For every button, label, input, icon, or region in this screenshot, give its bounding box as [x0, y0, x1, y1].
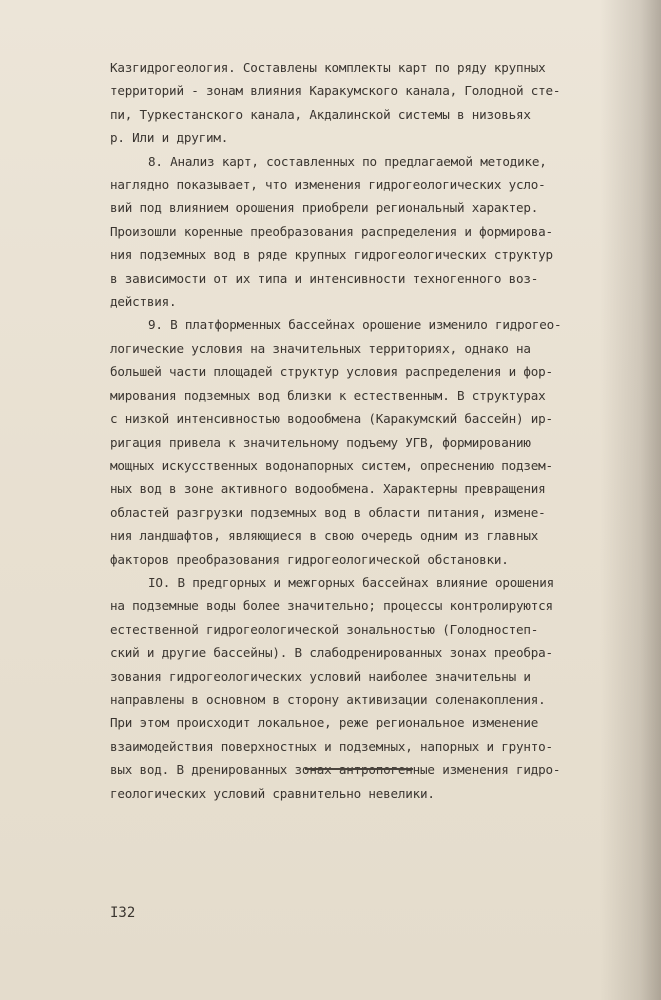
text-line: естественной гидрогеологической зональностью (Голодностеп-: [110, 621, 539, 637]
text-line: пи, Туркестанского канала, Акдалинской системы в низовьях: [110, 106, 531, 122]
text-line: наглядно показывает, что изменения гидрогеологических усло-: [110, 177, 546, 193]
text-line: мощных искусственных водонапорных систем, опреснению подзем-: [110, 457, 553, 473]
text-line: ригация привела к значительному подъему УГВ, формированию: [110, 434, 531, 450]
text-line: При этом происходит локальное, реже региональное изменение: [110, 715, 539, 731]
text-line: ных вод в зоне активного водообмена. Характерны превращения: [110, 481, 546, 497]
text-line: территорий - зонам влияния Каракумского канала, Голодной сте-: [110, 83, 561, 99]
text-line: вий под влиянием орошения приобрели региональный характер.: [110, 200, 539, 216]
paragraph-8-start: 8. Анализ карт, составленных по предлагаемой методике,: [148, 153, 547, 169]
page-number: I32: [110, 905, 136, 921]
text-line: Произошли коренные преобразования распределения и формирова-: [110, 223, 553, 239]
text-line: Казгидрогеология. Составлены комплекты карт по ряду крупных: [110, 60, 546, 75]
text-line: на подземные воды более значительно; процессы контролируются: [110, 598, 553, 614]
paragraph-10-start: IO. В предгорных и межгорных бассейнах влияние орошения: [148, 574, 555, 590]
text-line: логические условия на значительных территориях, однако на: [110, 340, 531, 356]
text-line: геологических условий сравнительно невелики.: [110, 785, 435, 801]
body-text: [110, 56, 650, 805]
text-line: ский и другие бассейны). В слабодренированных зонах преобра-: [110, 645, 553, 661]
text-line: в зависимости от их типа и интенсивности техногенного воз-: [110, 270, 539, 286]
text-line: мирования подземных вод близки к естественным. В структурах: [110, 387, 546, 403]
text-line: с низкой интенсивностью водообмена (Каракумский бассейн) ир-: [110, 411, 553, 427]
text-line: действия.: [110, 294, 177, 310]
paragraph-9-start: 9. В платформенных бассейнах орошение изменило гидрогео-: [148, 317, 562, 333]
text-line: р. Или и другим.: [110, 130, 229, 146]
text-line: факторов преобразования гидрогеологической обстановки.: [110, 551, 509, 567]
text-line: ния ландшафтов, являющиеся в свою очередь одним из главных: [110, 528, 539, 544]
text-line: областей разгрузки подземных вод в области питания, измене-: [110, 504, 546, 520]
text-line: направлены в основном в сторону активизации соленакопления.: [110, 691, 546, 707]
text-line: взаимодействия поверхностных и подземных, напорных и грунто-: [110, 738, 553, 754]
text-line: ния подземных вод в ряде крупных гидрогеологических структур: [110, 247, 553, 263]
text-line: зования гидрогеологических условий наиболее значительны и: [110, 668, 531, 684]
text-line: большей части площадей структур условия распределения и фор-: [110, 364, 553, 380]
section-divider: [305, 768, 413, 770]
text-line: вых вод. В дренированных зонах антропогенные изменения гидро-: [110, 762, 561, 778]
